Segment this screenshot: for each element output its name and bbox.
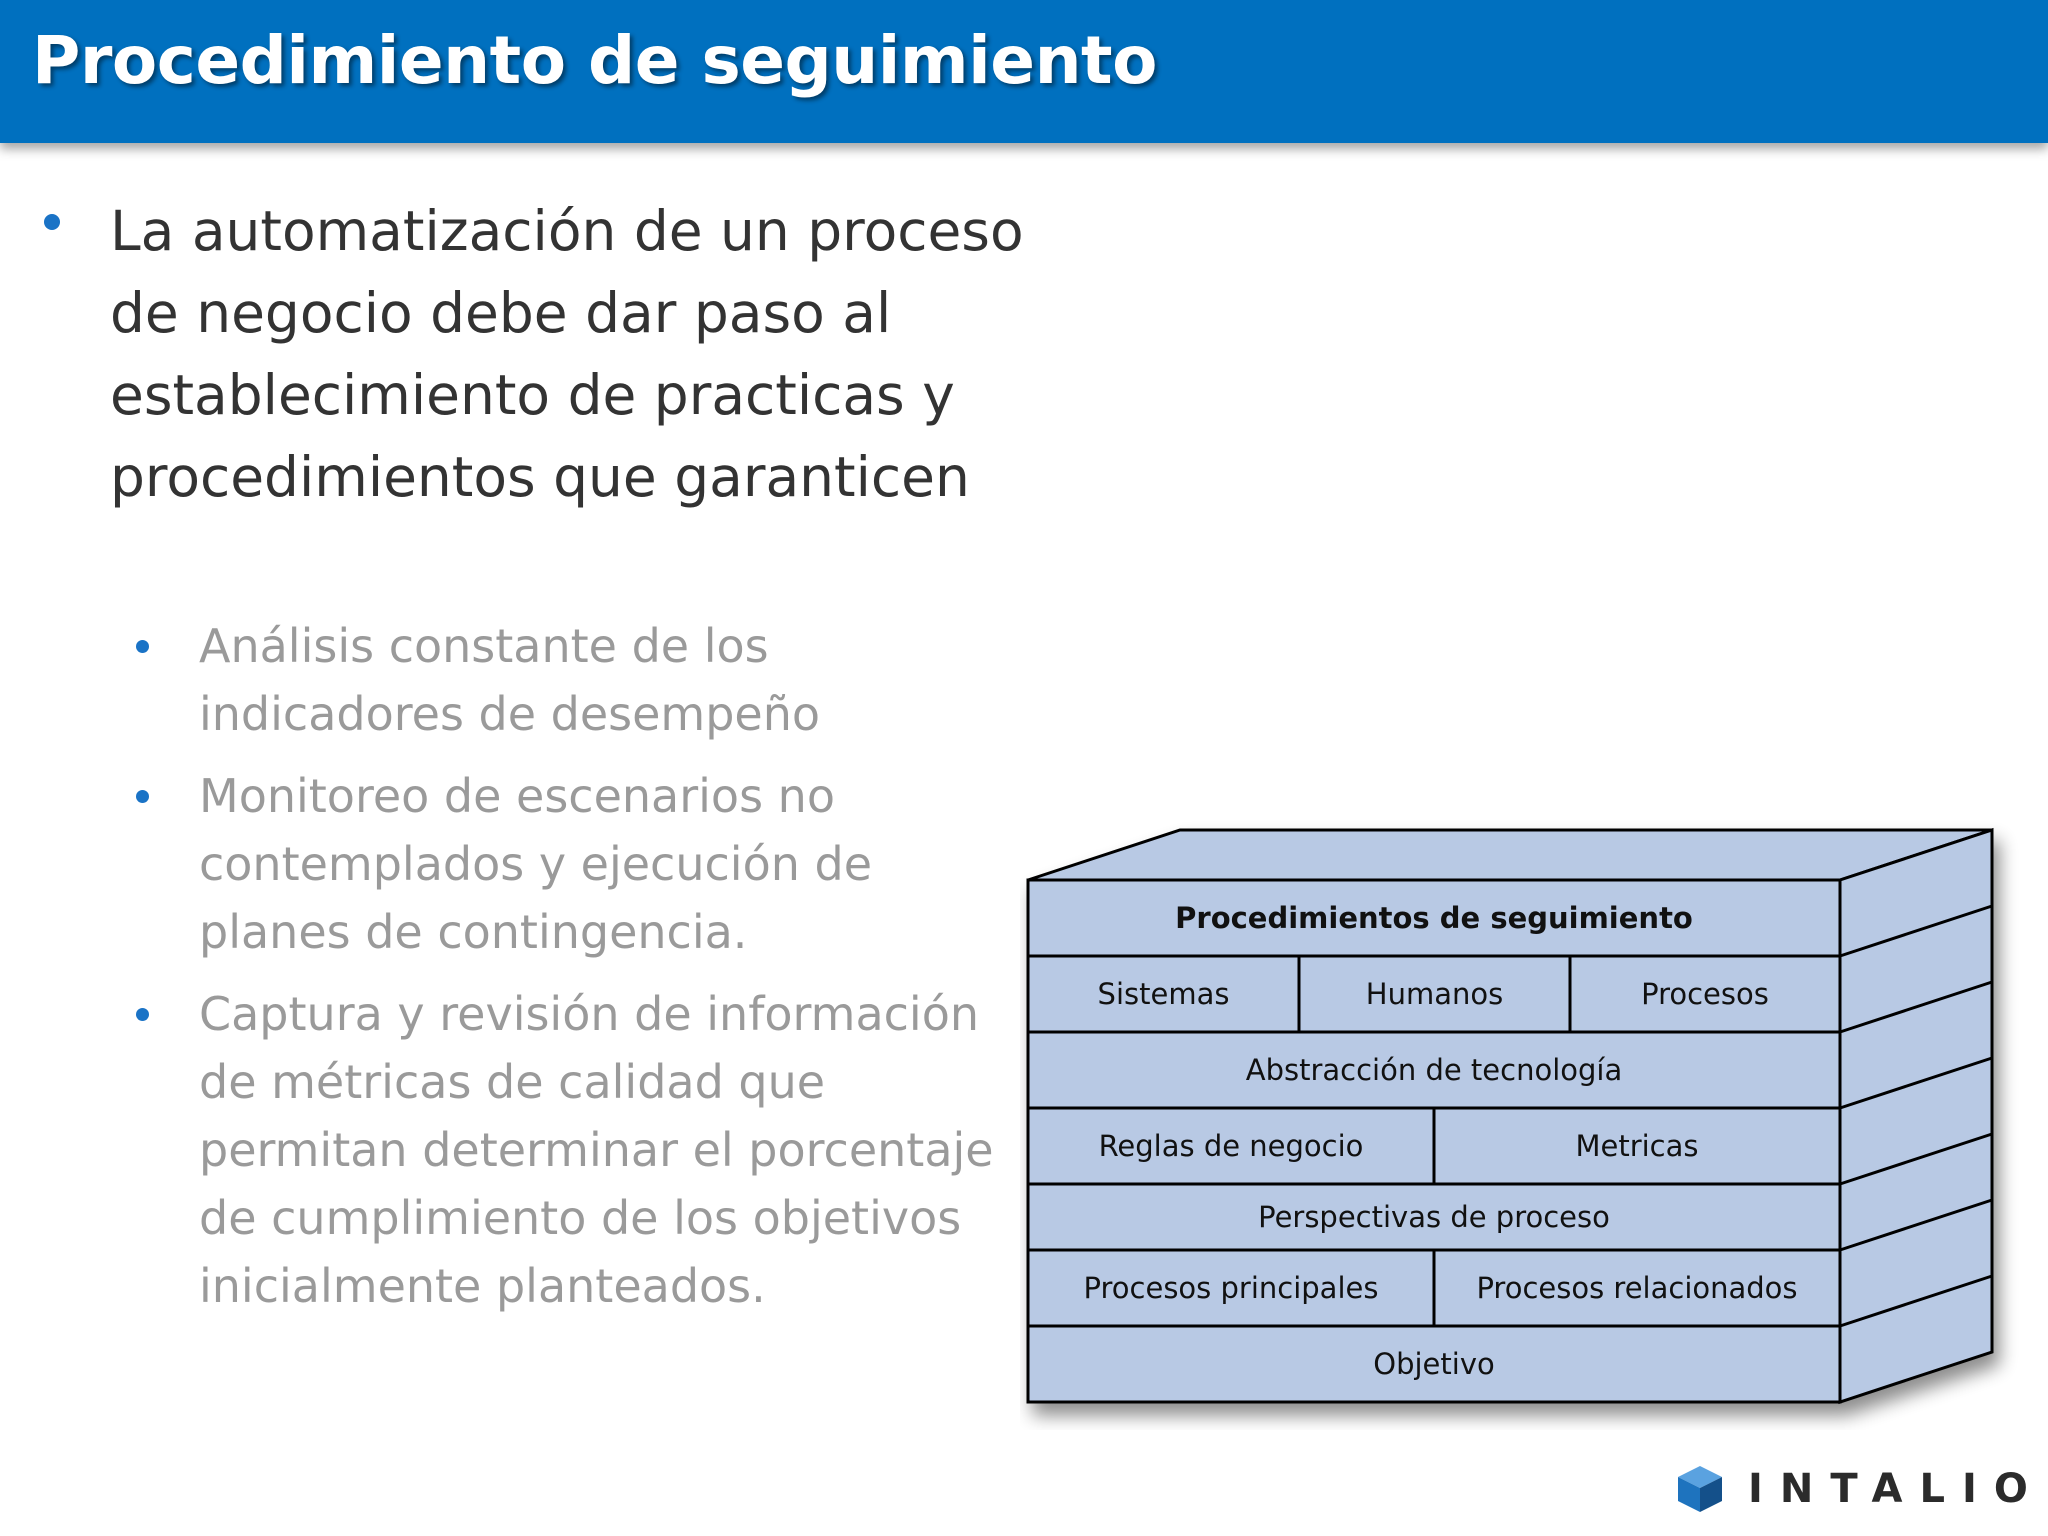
stack-cell-label: Perspectivas de proceso	[1258, 1200, 1610, 1234]
stack-cell-label: Abstracción de tecnología	[1245, 1053, 1623, 1087]
stack-cell-label: Procesos	[1641, 977, 1769, 1011]
stack-cell-label: Metricas	[1575, 1129, 1699, 1163]
sub-bullet-text: Monitoreo de escenarios no contemplados y ejecución de planes de contingencia.	[199, 769, 872, 959]
stack-top-face	[1028, 830, 1992, 880]
bullet-dot-icon	[136, 790, 149, 803]
stack-cell-label: Procesos principales	[1083, 1271, 1379, 1305]
title-bar	[0, 0, 2048, 143]
stack-cell-label: Reglas de negocio	[1098, 1129, 1364, 1163]
slide-title: Procedimiento de seguimiento	[32, 22, 1157, 99]
stack-side-face	[1840, 830, 1992, 1402]
stack-diagram	[1020, 820, 2030, 1430]
bullet-dot-icon	[136, 1008, 149, 1021]
stack-cell-label: Procedimientos de seguimiento	[1175, 901, 1693, 935]
cube-icon	[1676, 1464, 1724, 1514]
stack-cell-label: Humanos	[1365, 977, 1504, 1011]
stack-cell-label: Objetivo	[1373, 1347, 1495, 1381]
stack-cell-label: Procesos relacionados	[1476, 1271, 1798, 1305]
main-bullet-text: La automatización de un proceso de negocio debe dar paso al establecimiento de practicas y procedimientos que garanticen	[110, 199, 1024, 509]
bullet-dot-icon	[44, 214, 60, 230]
intalio-logo	[1676, 1460, 2045, 1516]
logo-wordmark: INTALIO	[1748, 1466, 2045, 1512]
sub-bullet-text: Captura y revisión de información de métricas de calidad que permitan determinar el porcentaje de cumplimiento de los objetivos inicialmente planteados.	[199, 987, 994, 1313]
bullet-dot-icon	[136, 640, 149, 653]
stack-cell-label: Sistemas	[1097, 977, 1230, 1011]
sub-bullet-text: Análisis constante de los indicadores de desempeño	[199, 619, 821, 741]
